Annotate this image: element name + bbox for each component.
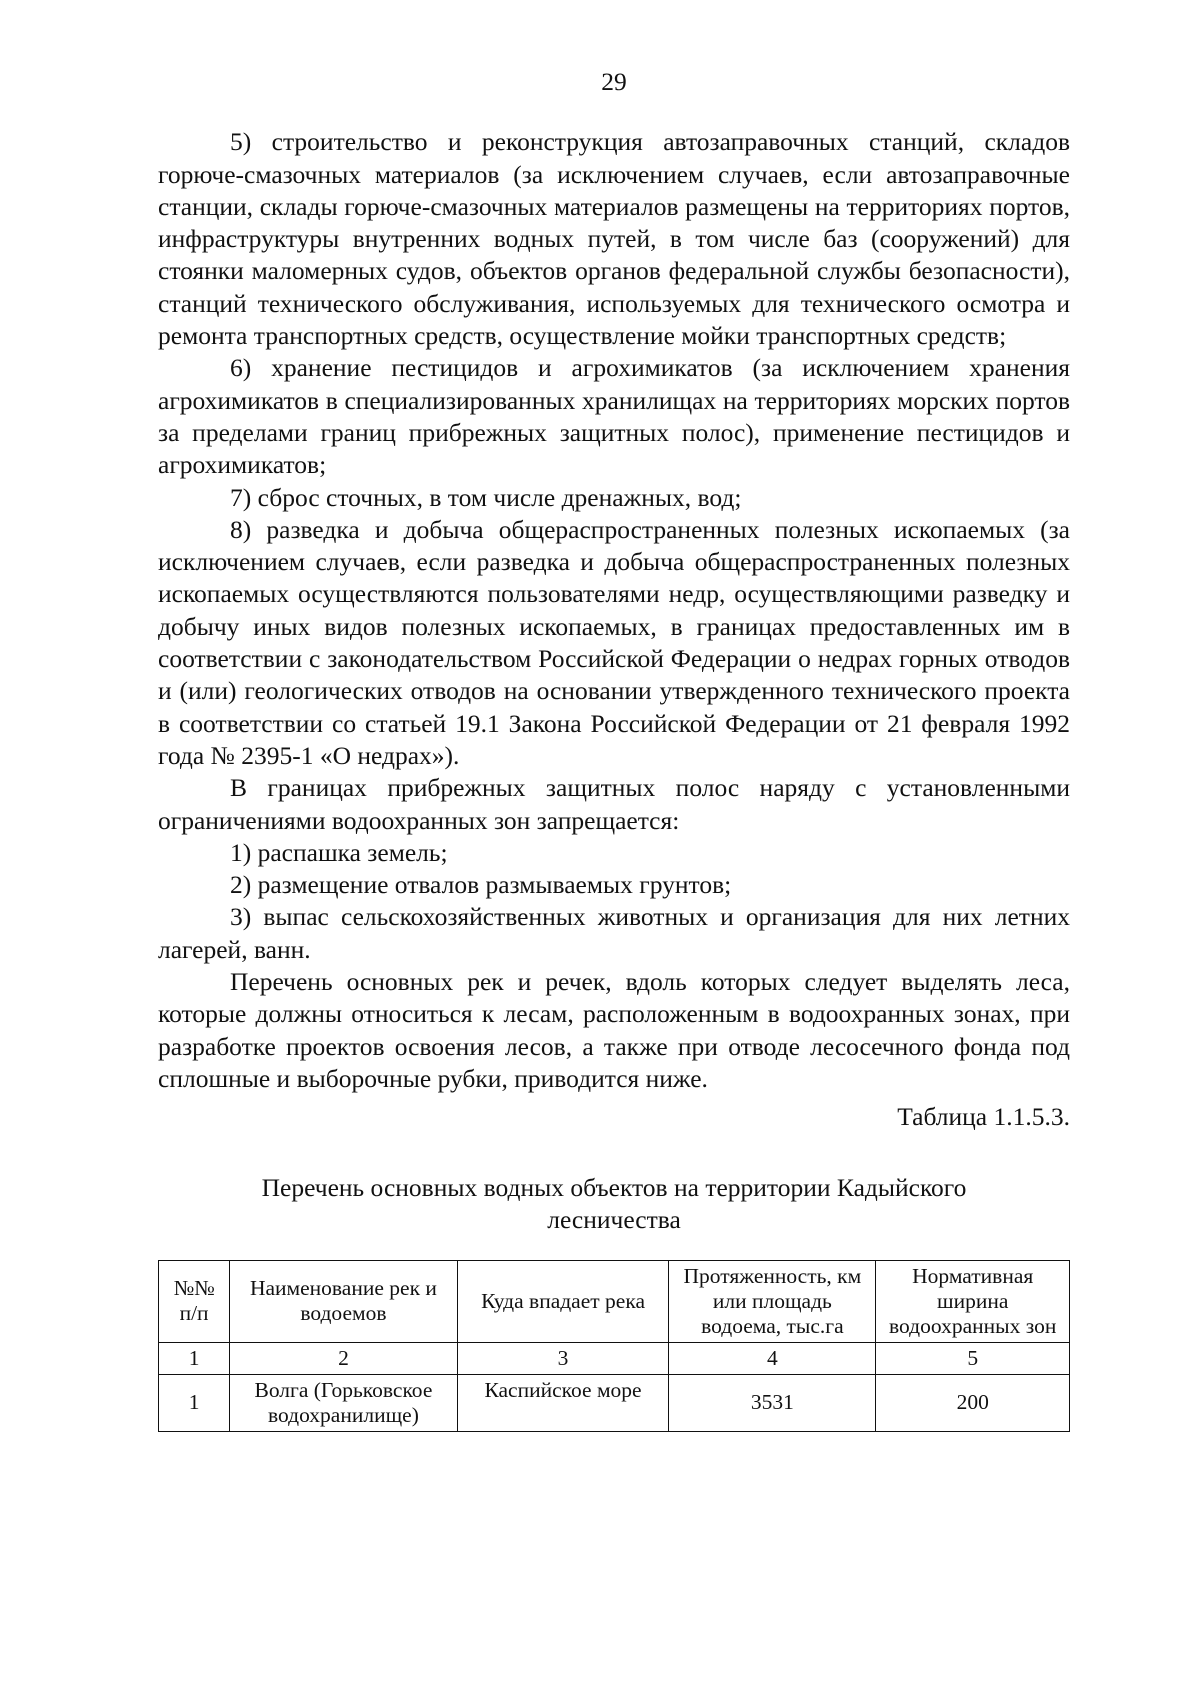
header-outflow: Куда впадает река [457,1260,669,1342]
cell-name: Волга (Горьковское водохранилище) [230,1374,458,1431]
cell-length: 3531 [669,1374,876,1431]
header-zone-width: Нормативная ширина водоохранных зон [876,1260,1070,1342]
paragraph-coastal-item-1: 1) распашка земель; [230,837,448,867]
table-title: Перечень основных водных объектов на территории Кадыйского лесничества [261,1172,967,1234]
cell-number: 1 [159,1374,230,1431]
paragraph-coastal-zone-intro: В границах прибрежных защитных полос наряду с установленными ограничениями водоохранных зон запрещается: [158,773,1070,835]
paragraph-item-6: 6) хранение пестицидов и агрохимикатов (за исключением хранения агрохимикатов в специализированных хранилищах на территориях морских портов за пределами границ прибрежных защитных полос), применение пестицидов и агрохимикатов; [158,353,1070,480]
paragraph-coastal-item-2: 2) размещение отвалов размываемых грунтов; [230,870,732,900]
paragraph-coastal-item-3: 3) выпас сельскохозяйственных животных и организация для них летних лагерей, ванн. [158,902,1070,964]
column-number: 5 [876,1342,1070,1374]
paragraph-rivers-list-intro: Перечень основных рек и речек, вдоль которых следует выделять леса, которые должны относиться к лесам, расположенным в водоохранных зонах, при разработке проектов освоения лесов, а также при отводе лесосечного фонда под сплошные и выборочные рубки, приводится ниже. [158,967,1070,1093]
page-number: 29 [601,67,627,96]
paragraph-item-7: 7) сброс сточных, в том числе дренажных, вод; [230,482,742,512]
document-page [158,66,1070,1432]
column-number: 4 [669,1342,876,1374]
header-number: №№ п/п [159,1260,230,1342]
table-column-numbers-row [159,1342,1070,1374]
table-header-row [159,1260,1070,1342]
table-row [159,1374,1070,1431]
cell-outflow: Каспийское море [457,1374,669,1431]
table-label: Таблица 1.1.5.3. [897,1102,1070,1132]
cell-zone-width: 200 [876,1374,1070,1431]
column-number: 3 [457,1342,669,1374]
column-number: 1 [159,1342,230,1374]
header-length: Протяженность, км или площадь водоема, тыс.га [669,1260,876,1342]
column-number: 2 [230,1342,458,1374]
paragraph-item-5: 5) строительство и реконструкция автозаправочных станций, складов горюче-смазочных материалов (за исключением случаев, если автозаправочные станции, склады горюче-смазочных материалов размещены на территориях портов, инфраструктуры внутренних водных путей, в том числе баз (сооружений) для стоянки маломерных судов, объектов органов федеральной службы безопасности), станций технического обслуживания, используемых для технического осмотра и ремонта транспортных средств, осуществление мойки транспортных средств; [158,127,1070,351]
water-bodies-table [158,1260,1070,1432]
paragraph-item-8: 8) разведка и добыча общераспространенных полезных ископаемых (за исключением случаев, если разведка и добыча общераспространенных полезных ископаемых осуществляются пользователями недр, осуществляющими разведку и добычу иных видов полезных ископаемых, в границах предоставленных им в соответствии с законодательством Российской Федерации о недрах горных отводов и (или) геологических отводов на основании утвержденного технического проекта в соответствии со статьей 19.1 Закона Российской Федерации от 21 февраля 1992 года № 2395-1 «О недрах»). [158,514,1070,770]
header-name: Наименование рек и водоемов [230,1260,458,1342]
